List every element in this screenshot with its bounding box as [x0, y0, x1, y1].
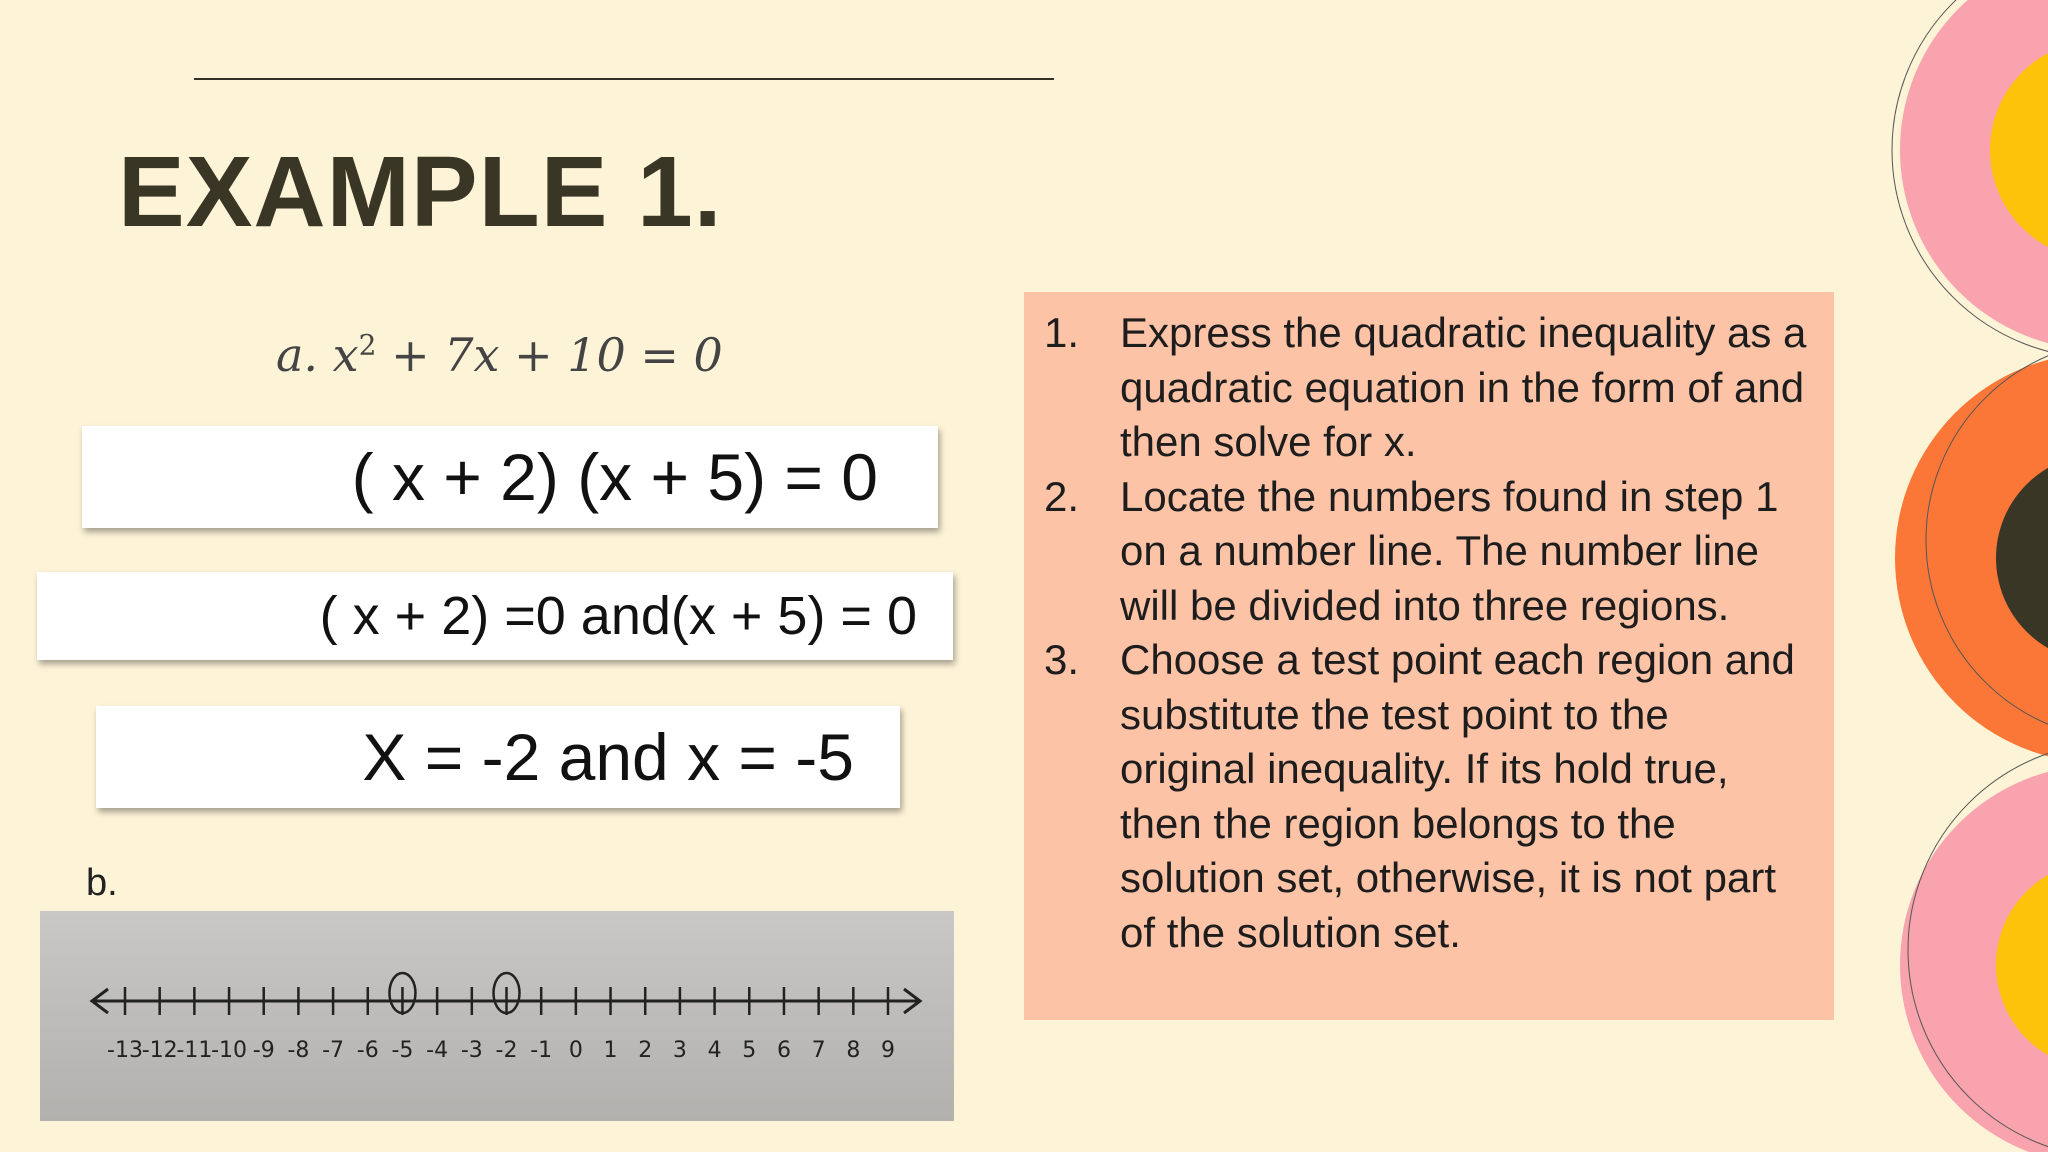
- number-line-tick-label: 7: [811, 1038, 826, 1063]
- number-line-tick-label: -4: [426, 1038, 449, 1063]
- equation-exponent: 2: [358, 328, 377, 362]
- factored-form-box: [82, 426, 938, 528]
- number-line-tick-label: 3: [672, 1038, 687, 1063]
- number-line-tick-label: 4: [707, 1038, 722, 1063]
- tick-group: [107, 973, 895, 1063]
- part-b-label: b.: [86, 862, 118, 904]
- number-line-drawing: [40, 911, 954, 1121]
- slide-title: EXAMPLE 1.: [118, 136, 723, 248]
- instruction-step: [1044, 306, 1814, 470]
- number-line-tick-label: -5: [391, 1038, 414, 1063]
- solutions-box: [96, 706, 900, 808]
- number-line-photo: [40, 911, 954, 1121]
- solutions-text: X = -2 and x = -5: [362, 720, 854, 794]
- step-text: Choose a test point each region and substitute the test point to the original inequality. If its hold true, then the region belongs to the solution set, otherwise, it is not part of the solution set.: [1120, 636, 1795, 956]
- instructions-list: [1024, 292, 1834, 960]
- decorative-circles: [1886, 0, 2048, 1152]
- top-divider-line: [194, 78, 1054, 80]
- zero-product-text: ( x + 2) =0 and(x + 5) = 0: [319, 586, 917, 646]
- number-line-tick-label: -10: [211, 1038, 248, 1063]
- number-line-tick-label: 0: [568, 1038, 583, 1063]
- step-number: 3.: [1044, 636, 1080, 683]
- number-line-tick-label: -7: [322, 1038, 345, 1063]
- instructions-panel: [1024, 292, 1834, 1020]
- number-line-tick-label: 9: [881, 1038, 895, 1063]
- number-line-tick-label: 2: [638, 1038, 653, 1063]
- number-line-tick-label: 8: [846, 1038, 861, 1063]
- instruction-step: [1044, 470, 1814, 634]
- number-line-tick-label: -3: [460, 1038, 483, 1063]
- factored-form-text: ( x + 2) (x + 5) = 0: [351, 440, 878, 514]
- number-line-tick-label: -8: [287, 1038, 310, 1063]
- step-text: Locate the numbers found in step 1 on a number line. The number line will be divided into three regions.: [1120, 472, 1779, 629]
- number-line-tick-label: -11: [176, 1038, 213, 1063]
- equation-suffix: + 7x + 10 = 0: [376, 328, 723, 382]
- number-line-tick-label: -9: [252, 1038, 275, 1063]
- decorative-circles-art: [1886, 0, 2048, 1152]
- step-number: 2.: [1044, 472, 1080, 520]
- number-line-tick-label: -13: [107, 1038, 143, 1063]
- number-line-tick-label: -2: [495, 1038, 518, 1063]
- number-line-tick-label: -6: [356, 1038, 379, 1063]
- instruction-step: [1044, 633, 1814, 960]
- number-line-tick-label: 6: [776, 1038, 791, 1063]
- equation-prefix: a. x: [276, 328, 359, 382]
- number-line-tick-label: -1: [530, 1038, 553, 1063]
- step-text: Express the quadratic inequality as a quadratic equation in the form of and then solve for x.: [1120, 309, 1807, 465]
- number-line-tick-label: -12: [141, 1038, 178, 1063]
- step-number: 1.: [1044, 309, 1080, 356]
- equation-a: [276, 328, 723, 382]
- zero-product-box: [37, 572, 953, 660]
- number-line-tick-label: 1: [603, 1038, 618, 1063]
- number-line-tick-label: 5: [742, 1038, 757, 1063]
